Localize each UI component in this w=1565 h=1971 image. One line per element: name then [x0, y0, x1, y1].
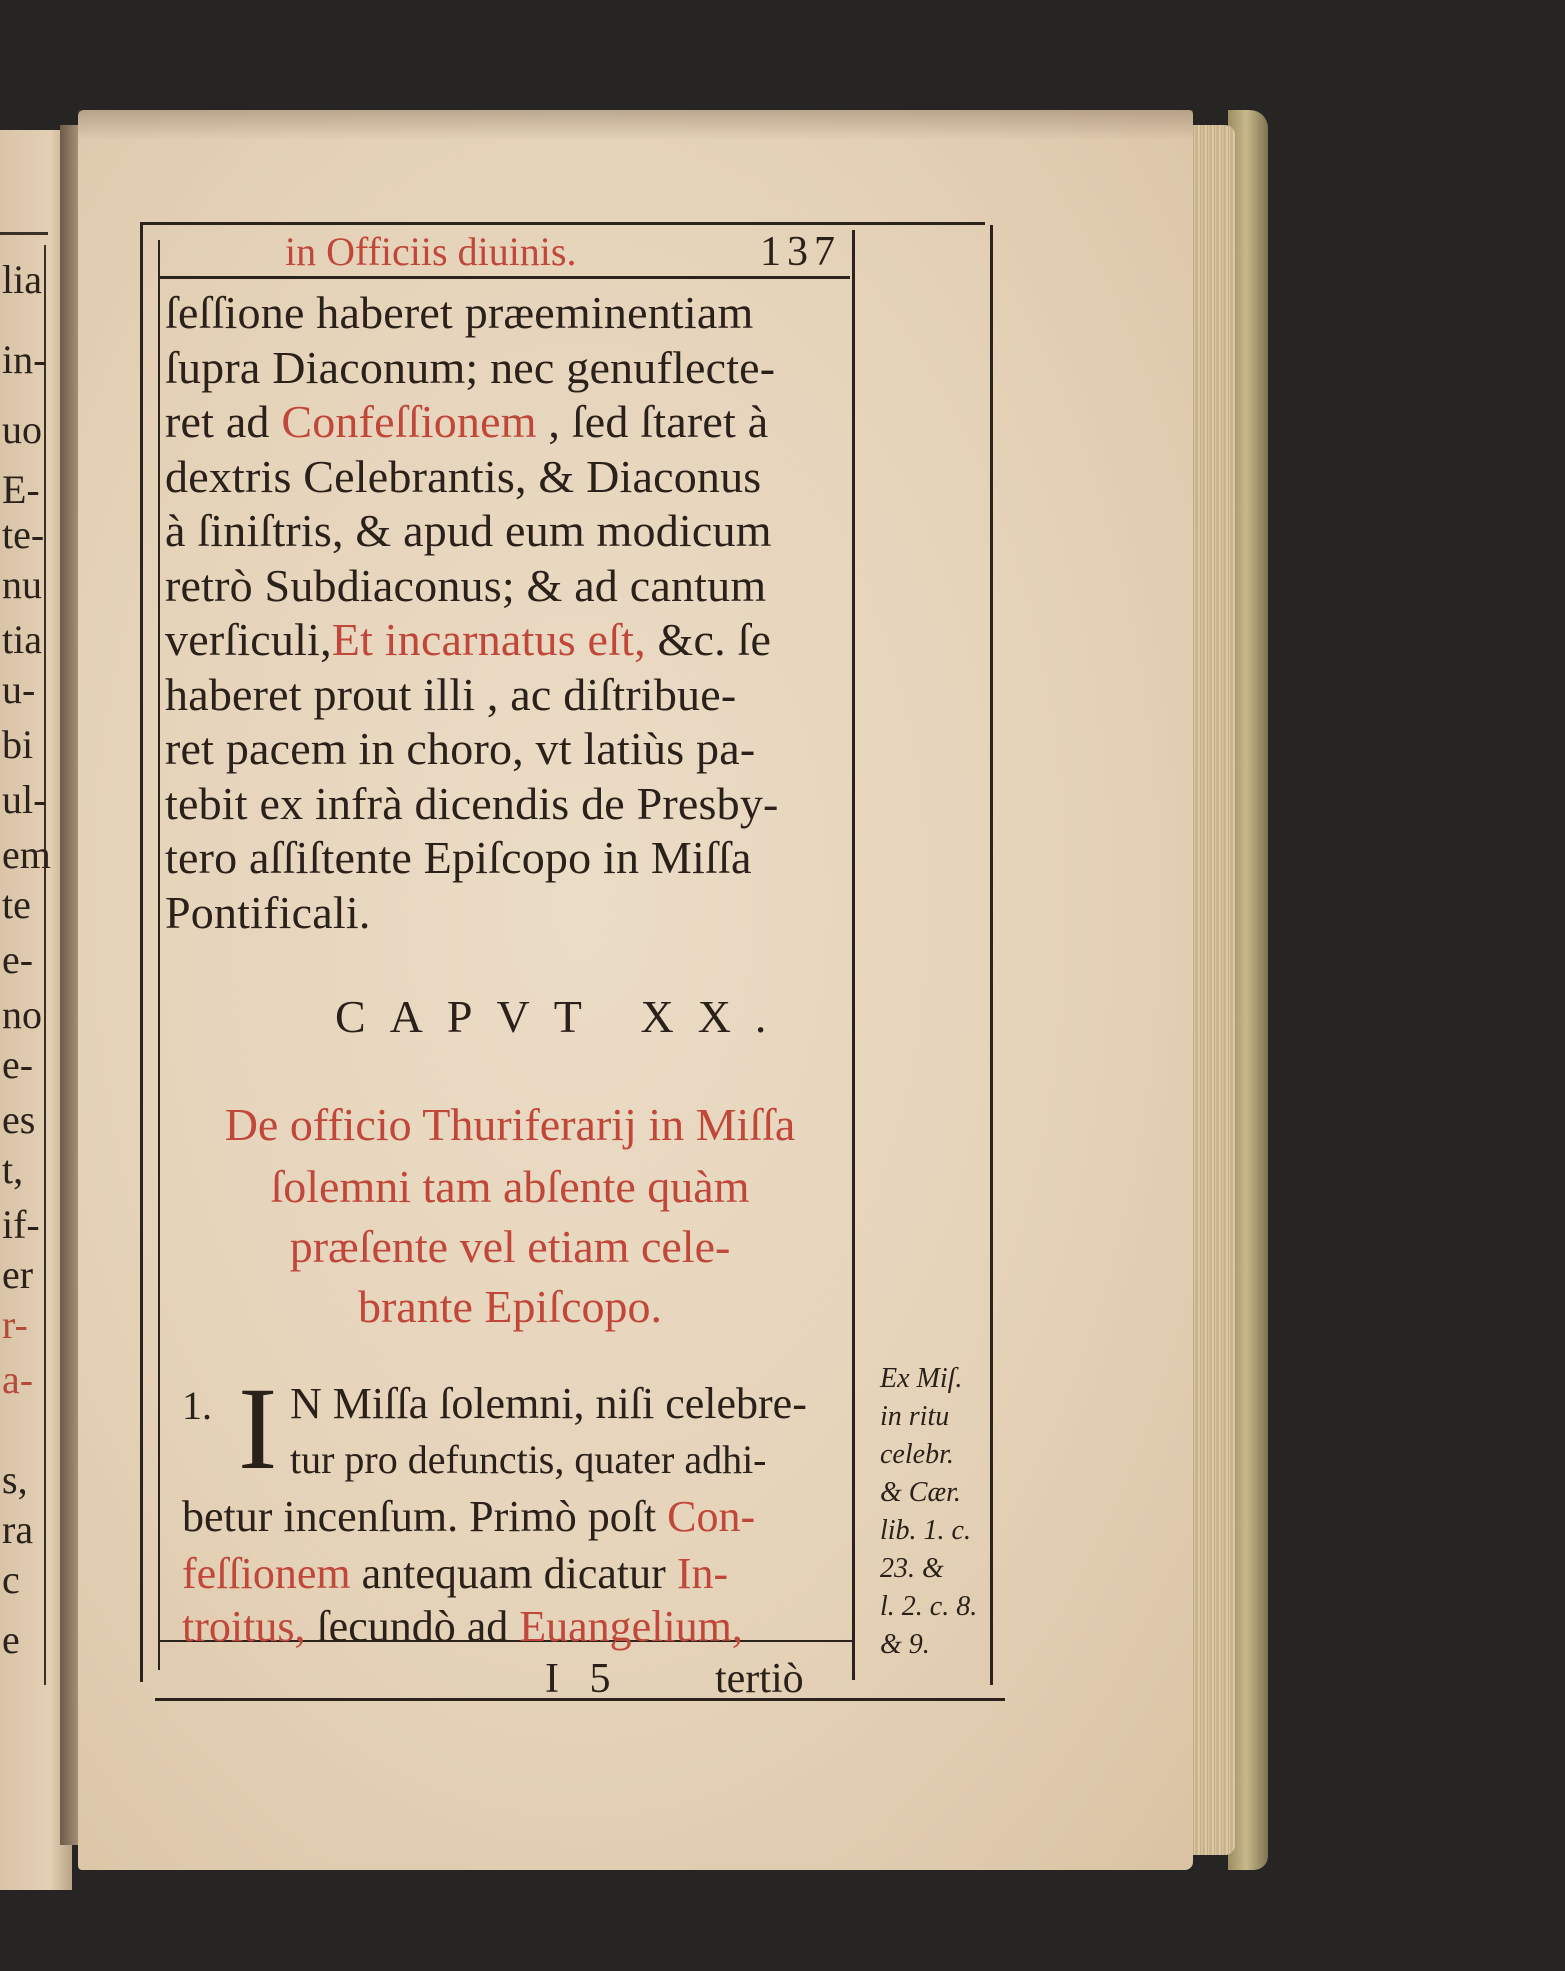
left-page-fragment: E-: [2, 467, 40, 512]
left-page-fragment: s,: [2, 1457, 28, 1502]
body-line-segment: verſiculi,: [165, 614, 332, 665]
page-number: 137: [760, 229, 841, 275]
body-line: [165, 668, 855, 720]
left-page-fragment: if-: [2, 1202, 40, 1247]
margin-note-line: in ritu: [880, 1401, 950, 1432]
left-page-fragment: no: [2, 992, 42, 1037]
margin-note-line: Ex Miſ.: [880, 1363, 963, 1394]
chapter-title-line: ſolemni tam abſente quàm: [270, 1161, 750, 1212]
body-line-segment: Pontificali.: [165, 886, 371, 938]
body-line: [165, 832, 855, 883]
left-page-frame-rule: [44, 245, 46, 1685]
left-page-fragment: c: [2, 1557, 20, 1602]
paragraph-line-segment: ſecundò ad: [305, 1602, 520, 1651]
paragraph-line: [290, 1437, 767, 1482]
left-page-fragment: es: [2, 1097, 36, 1142]
left-page-fragment: nu: [2, 562, 42, 607]
paragraph-line-segment: troitus,: [182, 1602, 306, 1651]
body-line: [165, 287, 855, 338]
body-line: [165, 396, 855, 447]
body-line: [165, 777, 855, 829]
body-line-segment: tebit ex infrà dicendis de Presby-: [165, 777, 779, 829]
body-line-segment: à ſiniſtris, & apud eum modicum: [165, 505, 772, 556]
left-page-fragment: lia: [2, 257, 42, 302]
frame-right-inner-rule: [852, 230, 855, 1680]
paragraph-number: 1.: [182, 1383, 212, 1428]
body-line-segment: ret pacem in choro, vt latiùs pa-: [165, 723, 756, 774]
left-page-fragment: te: [2, 882, 31, 927]
margin-note-line: & Cær.: [880, 1477, 961, 1508]
chapter-title-line: De officio Thuriferarij in Miſſa: [224, 1099, 796, 1150]
body-line: [165, 723, 855, 774]
left-page-fragment: e: [2, 1617, 20, 1662]
left-page-fragment: ra: [2, 1507, 34, 1552]
margin-note-line: 23. &: [880, 1553, 944, 1584]
left-page-fragment: er: [2, 1252, 34, 1297]
margin-note-line: celebr.: [880, 1439, 954, 1470]
body-line-segment: Et incarnatus eſt,: [331, 614, 646, 665]
paragraph-line-segment: Con-: [667, 1492, 756, 1541]
body-line-segment: &c. ſe: [645, 614, 772, 665]
running-title: in Officiis diuinis.: [285, 229, 577, 274]
paragraph-line-segment: antequam dicatur: [350, 1549, 677, 1598]
chapter-heading: CAPVT XX.: [335, 991, 791, 1042]
body-line: [165, 614, 855, 665]
paragraph-line-segment: In-: [676, 1549, 729, 1598]
body-line: [165, 450, 855, 502]
left-page-fragment: bi: [2, 722, 34, 767]
left-page-fragment: ul-: [2, 777, 47, 822]
frame-right-outer-rule: [990, 225, 993, 1685]
left-page-fragment: t,: [2, 1147, 24, 1192]
left-page-fragment: in-: [2, 337, 47, 382]
left-page-fragment: e-: [2, 937, 34, 982]
left-page-fragment: e-: [2, 1042, 34, 1087]
paragraph-line-segment: betur incenſum. Primò poſt: [182, 1492, 668, 1541]
drop-capital: I: [238, 1363, 278, 1494]
margin-note-line: & 9.: [880, 1629, 930, 1660]
left-page-fragment: uo: [2, 407, 42, 452]
margin-note-line: lib. 1. c.: [880, 1515, 971, 1546]
paragraph-line: [182, 1492, 756, 1541]
body-line-segment: ſeſſione haberet præeminentiam: [165, 287, 754, 338]
page-top-shadow: [78, 110, 1193, 140]
paragraph-line: [290, 1379, 807, 1428]
left-page-top-rule: [0, 232, 48, 235]
left-page-fragment: a-: [2, 1357, 34, 1402]
body-line-segment: Confeſſionem: [281, 396, 537, 447]
body-line-segment: haberet prout illi , ac diſtribue-: [165, 668, 737, 720]
catchword: tertiò: [715, 1656, 804, 1702]
chapter-title-line: præſente vel etiam cele-: [289, 1221, 731, 1272]
frame-left-outer-rule: [140, 222, 143, 1682]
body-line: [165, 559, 855, 611]
margin-note-line: l. 2. c. 8.: [880, 1591, 978, 1622]
body-line-segment: dextris Celebrantis, & Diaconus: [165, 450, 762, 502]
left-page-fragment: em: [2, 832, 51, 877]
body-line-segment: , ſed ſtaret à: [536, 396, 769, 447]
left-page-fragment: te-: [2, 512, 45, 557]
paragraph-line-segment: feſſionem: [182, 1549, 351, 1598]
left-page-fragment: tia: [2, 617, 42, 662]
paragraph-line-segment: Euangelium,: [519, 1602, 743, 1651]
left-page-fragment: r-: [2, 1302, 28, 1347]
paragraph-line: [182, 1602, 743, 1651]
frame-left-inner-rule: [158, 240, 160, 1670]
body-line-segment: ret ad: [165, 396, 282, 447]
body-line: [165, 341, 855, 393]
header-underline-rule: [160, 276, 850, 279]
left-page-fragment: u-: [2, 667, 36, 712]
paragraph-line-segment: tur pro defunctis, quater adhi-: [290, 1437, 767, 1482]
chapter-title-line: brante Epiſcopo.: [357, 1281, 662, 1332]
body-line-segment: ſupra Diaconum; nec genuflecte-: [165, 341, 776, 393]
body-line: [165, 505, 855, 556]
body-line: [165, 886, 855, 938]
frame-top-rule: [140, 222, 985, 225]
paragraph-line-segment: N Miſſa ſolemni, niſi celebre-: [290, 1379, 807, 1428]
signature-mark: I 5: [545, 1656, 621, 1702]
body-line-segment: retrò Subdiaconus; & ad cantum: [165, 559, 767, 611]
paragraph-line: [182, 1549, 729, 1598]
body-line-segment: tero aſſiſtente Epiſcopo in Miſſa: [165, 832, 752, 883]
